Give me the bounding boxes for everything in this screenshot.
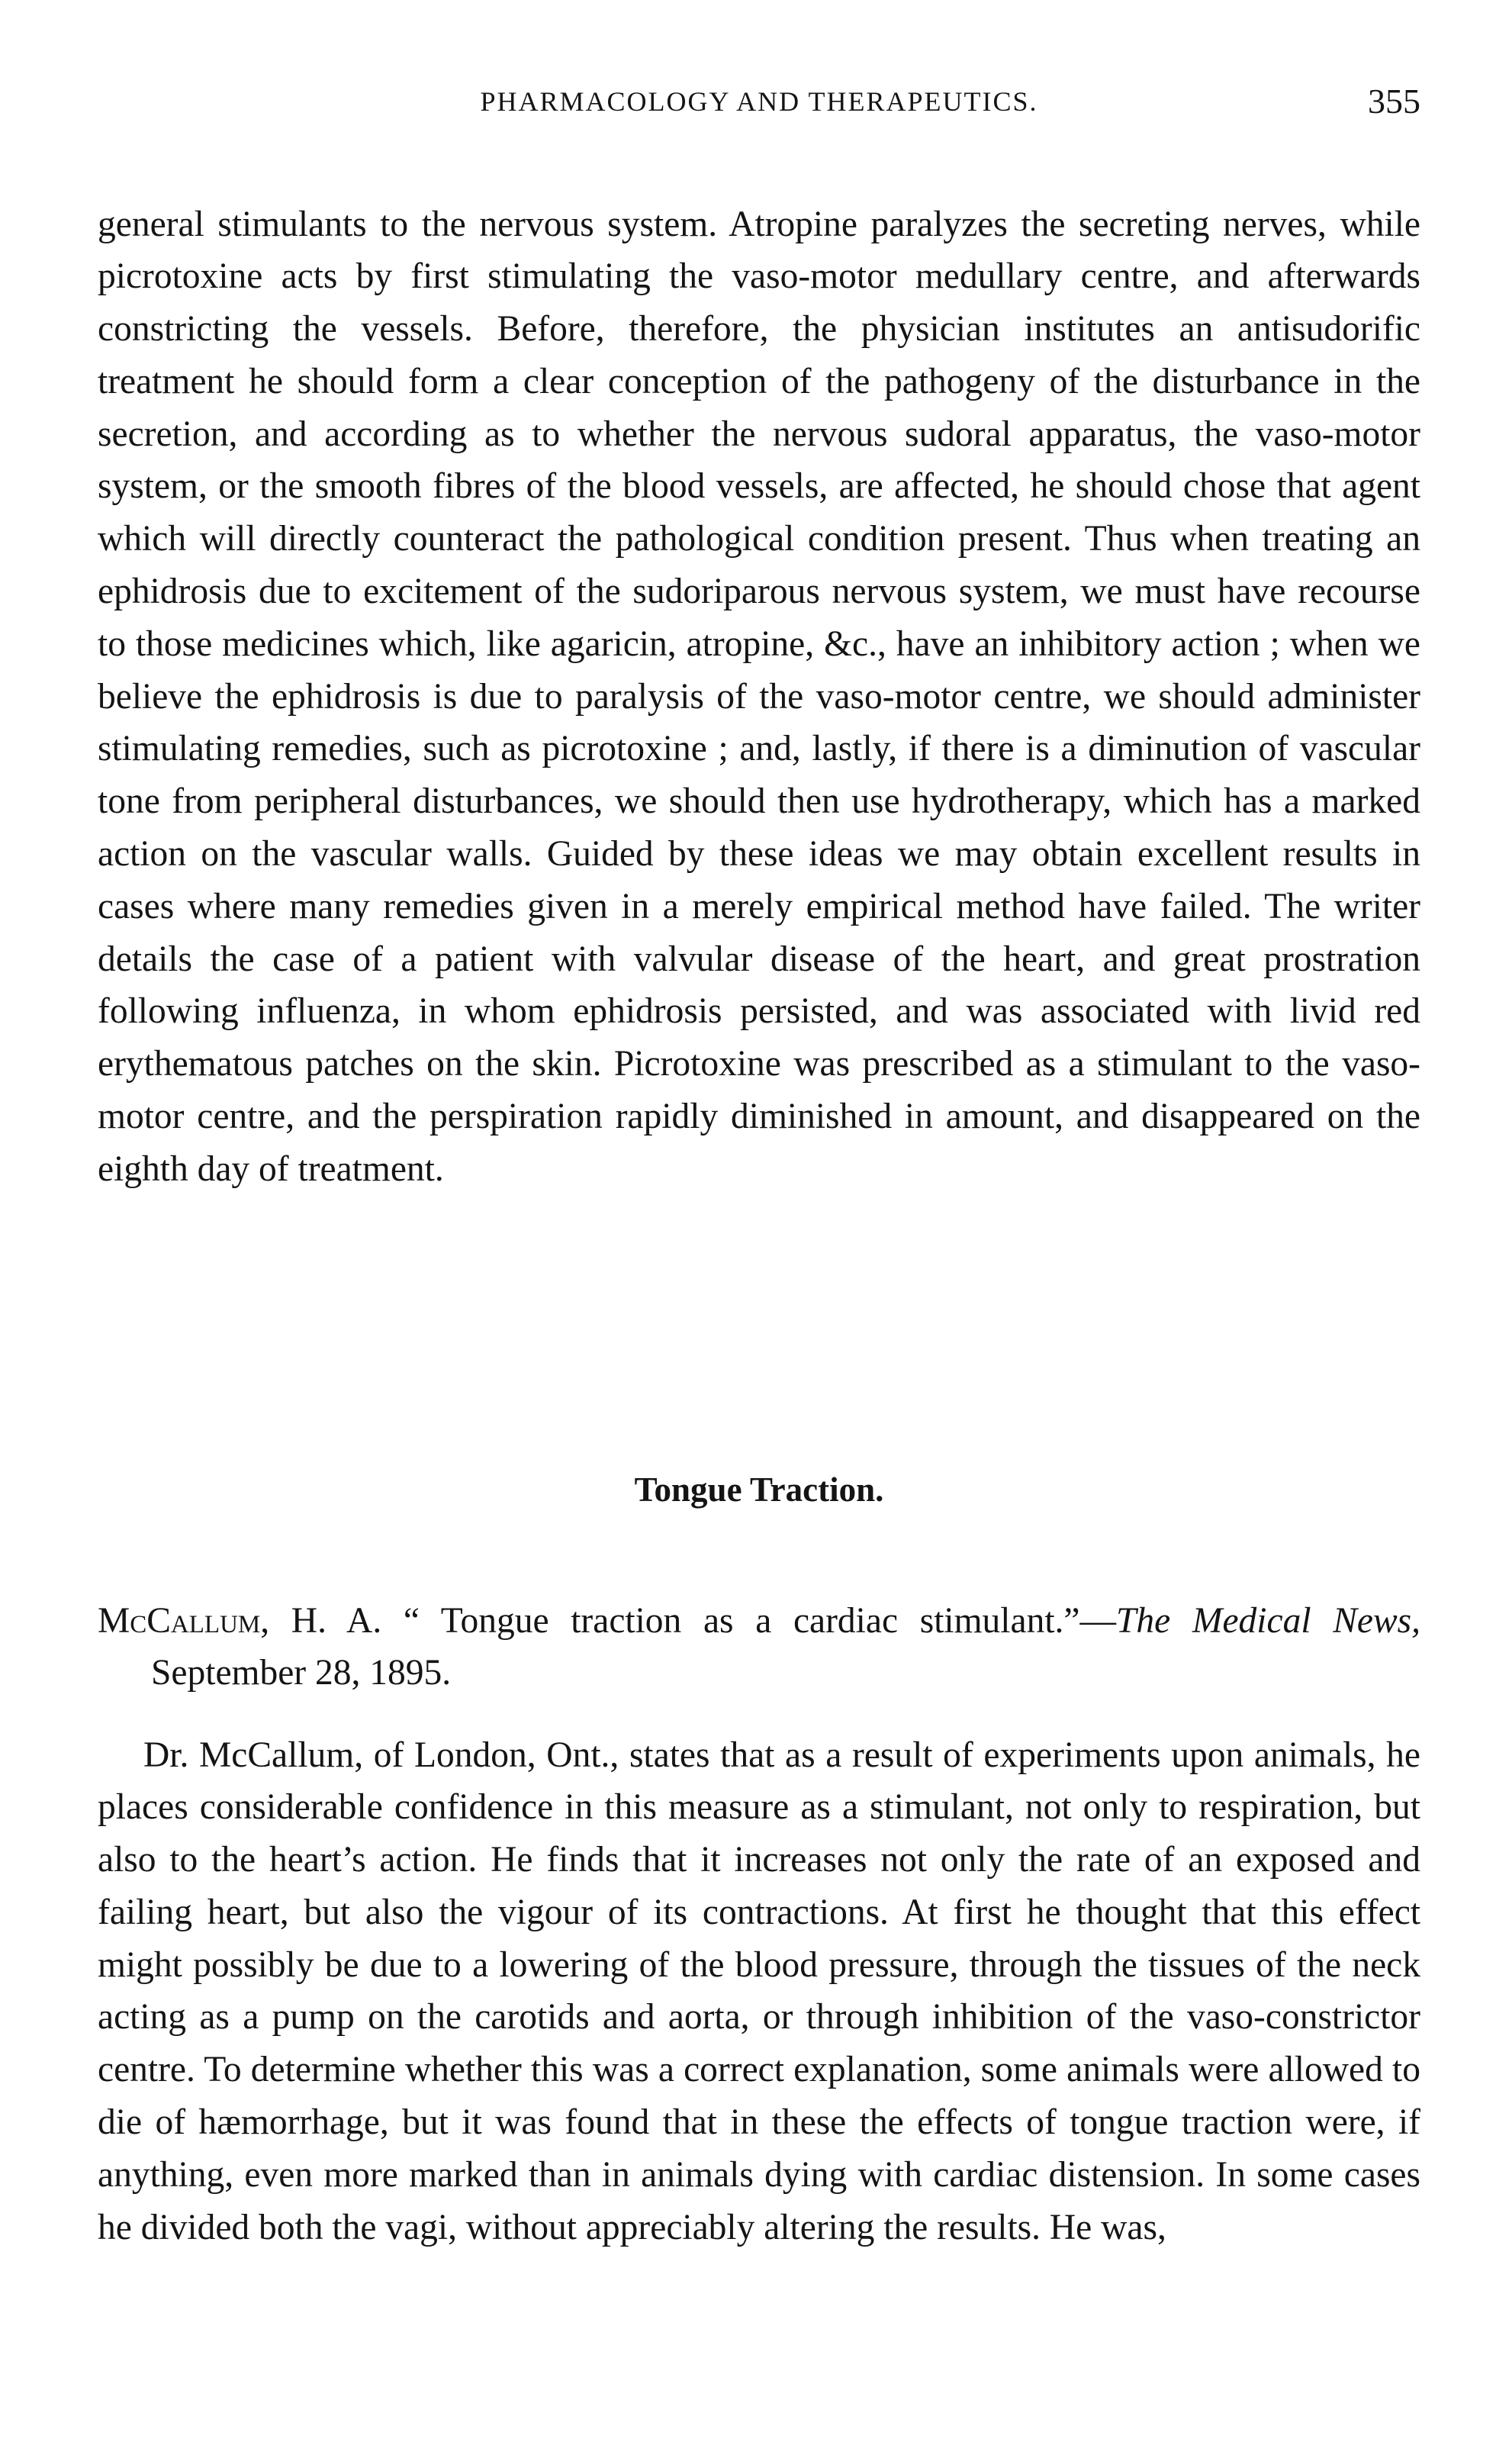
body-paragraph-2: Dr. McCallum, of London, Ont., states that as a result of experiments upon animals, he places considerable confidence in this measure as a stimulant, not only to respiration, but also to the heart’s action. He finds that it increases not only the rate of an exposed and failing heart, but also the vigour of its contractions. At first he thought that this effect might possibly be due to a lowering of the blood pressure, through the tissues of the neck acting as a pump on the carotids and aorta, or through inhibition of the vaso-constrictor centre. To determine whether this was a correct explanation, some animals were allowed to die of hæmorrhage, but it was found that in these the effects of tongue traction were, if anything, even more marked than in animals dying with cardiac distension. In some cases he divided both the vagi, without appreciably altering the results. He was, [98,1735,1420,2247]
running-title: PHARMACOLOGY AND THERAPEUTICS. [480,86,1038,117]
citation-journal: The Medical News, [1115,1600,1421,1641]
citation-author: McCallum, H. A. [98,1600,382,1641]
citation [98,1595,1420,1700]
section-heading: Tongue Traction. [634,1471,884,1509]
body-paragraph-1: general stimulants to the nervous system. Atropine paralyzes the secreting nerves, while picrotoxine acts by first stimulating the vaso-motor medullary centre, and afterwards constricting the vessels. Before, therefore, the physician institutes an antisudorific treatment he should form a clear conception of the pathogeny of the disturbance in the secretion, and according as to whether the nervous sudoral apparatus, the vaso-motor system, or the smooth fibres of the blood vessels, are affected, he should chose that agent which will directly counteract the pathological condition present. Thus when treating an ephidrosis due to excitement of the sudoriparous nervous system, we must have recourse to those medicines which, like agaricin, atropine, &c., have an inhibitory action ; when we believe the ephidrosis is due to paralysis of the vaso-motor centre, we should administer stimulating remedies, such as picrotoxine ; and, lastly, if there is a diminution of vascular tone from peripheral disturbances, we should then use hydrotherapy, which has a marked action on the vascular walls. Guided by these ideas we may obtain excellent results in cases where many remedies given in a merely empirical method have failed. The writer details the case of a patient with valvular disease of the heart, and great prostration following influenza, in whom ephidrosis persisted, and was associated with livid red erythematous patches on the skin. Picrotoxine was prescribed as a stimulant to the vaso-motor centre, and the perspiration rapidly diminished in amount, and disappeared on the eighth day of treatment. [98,204,1420,1189]
citation-date: September 28, 1895. [151,1653,452,1693]
citation-title: “ Tongue traction as a cardiac stimulant.”— [403,1600,1116,1641]
running-head [98,82,1420,131]
page-number: 355 [1368,82,1420,121]
